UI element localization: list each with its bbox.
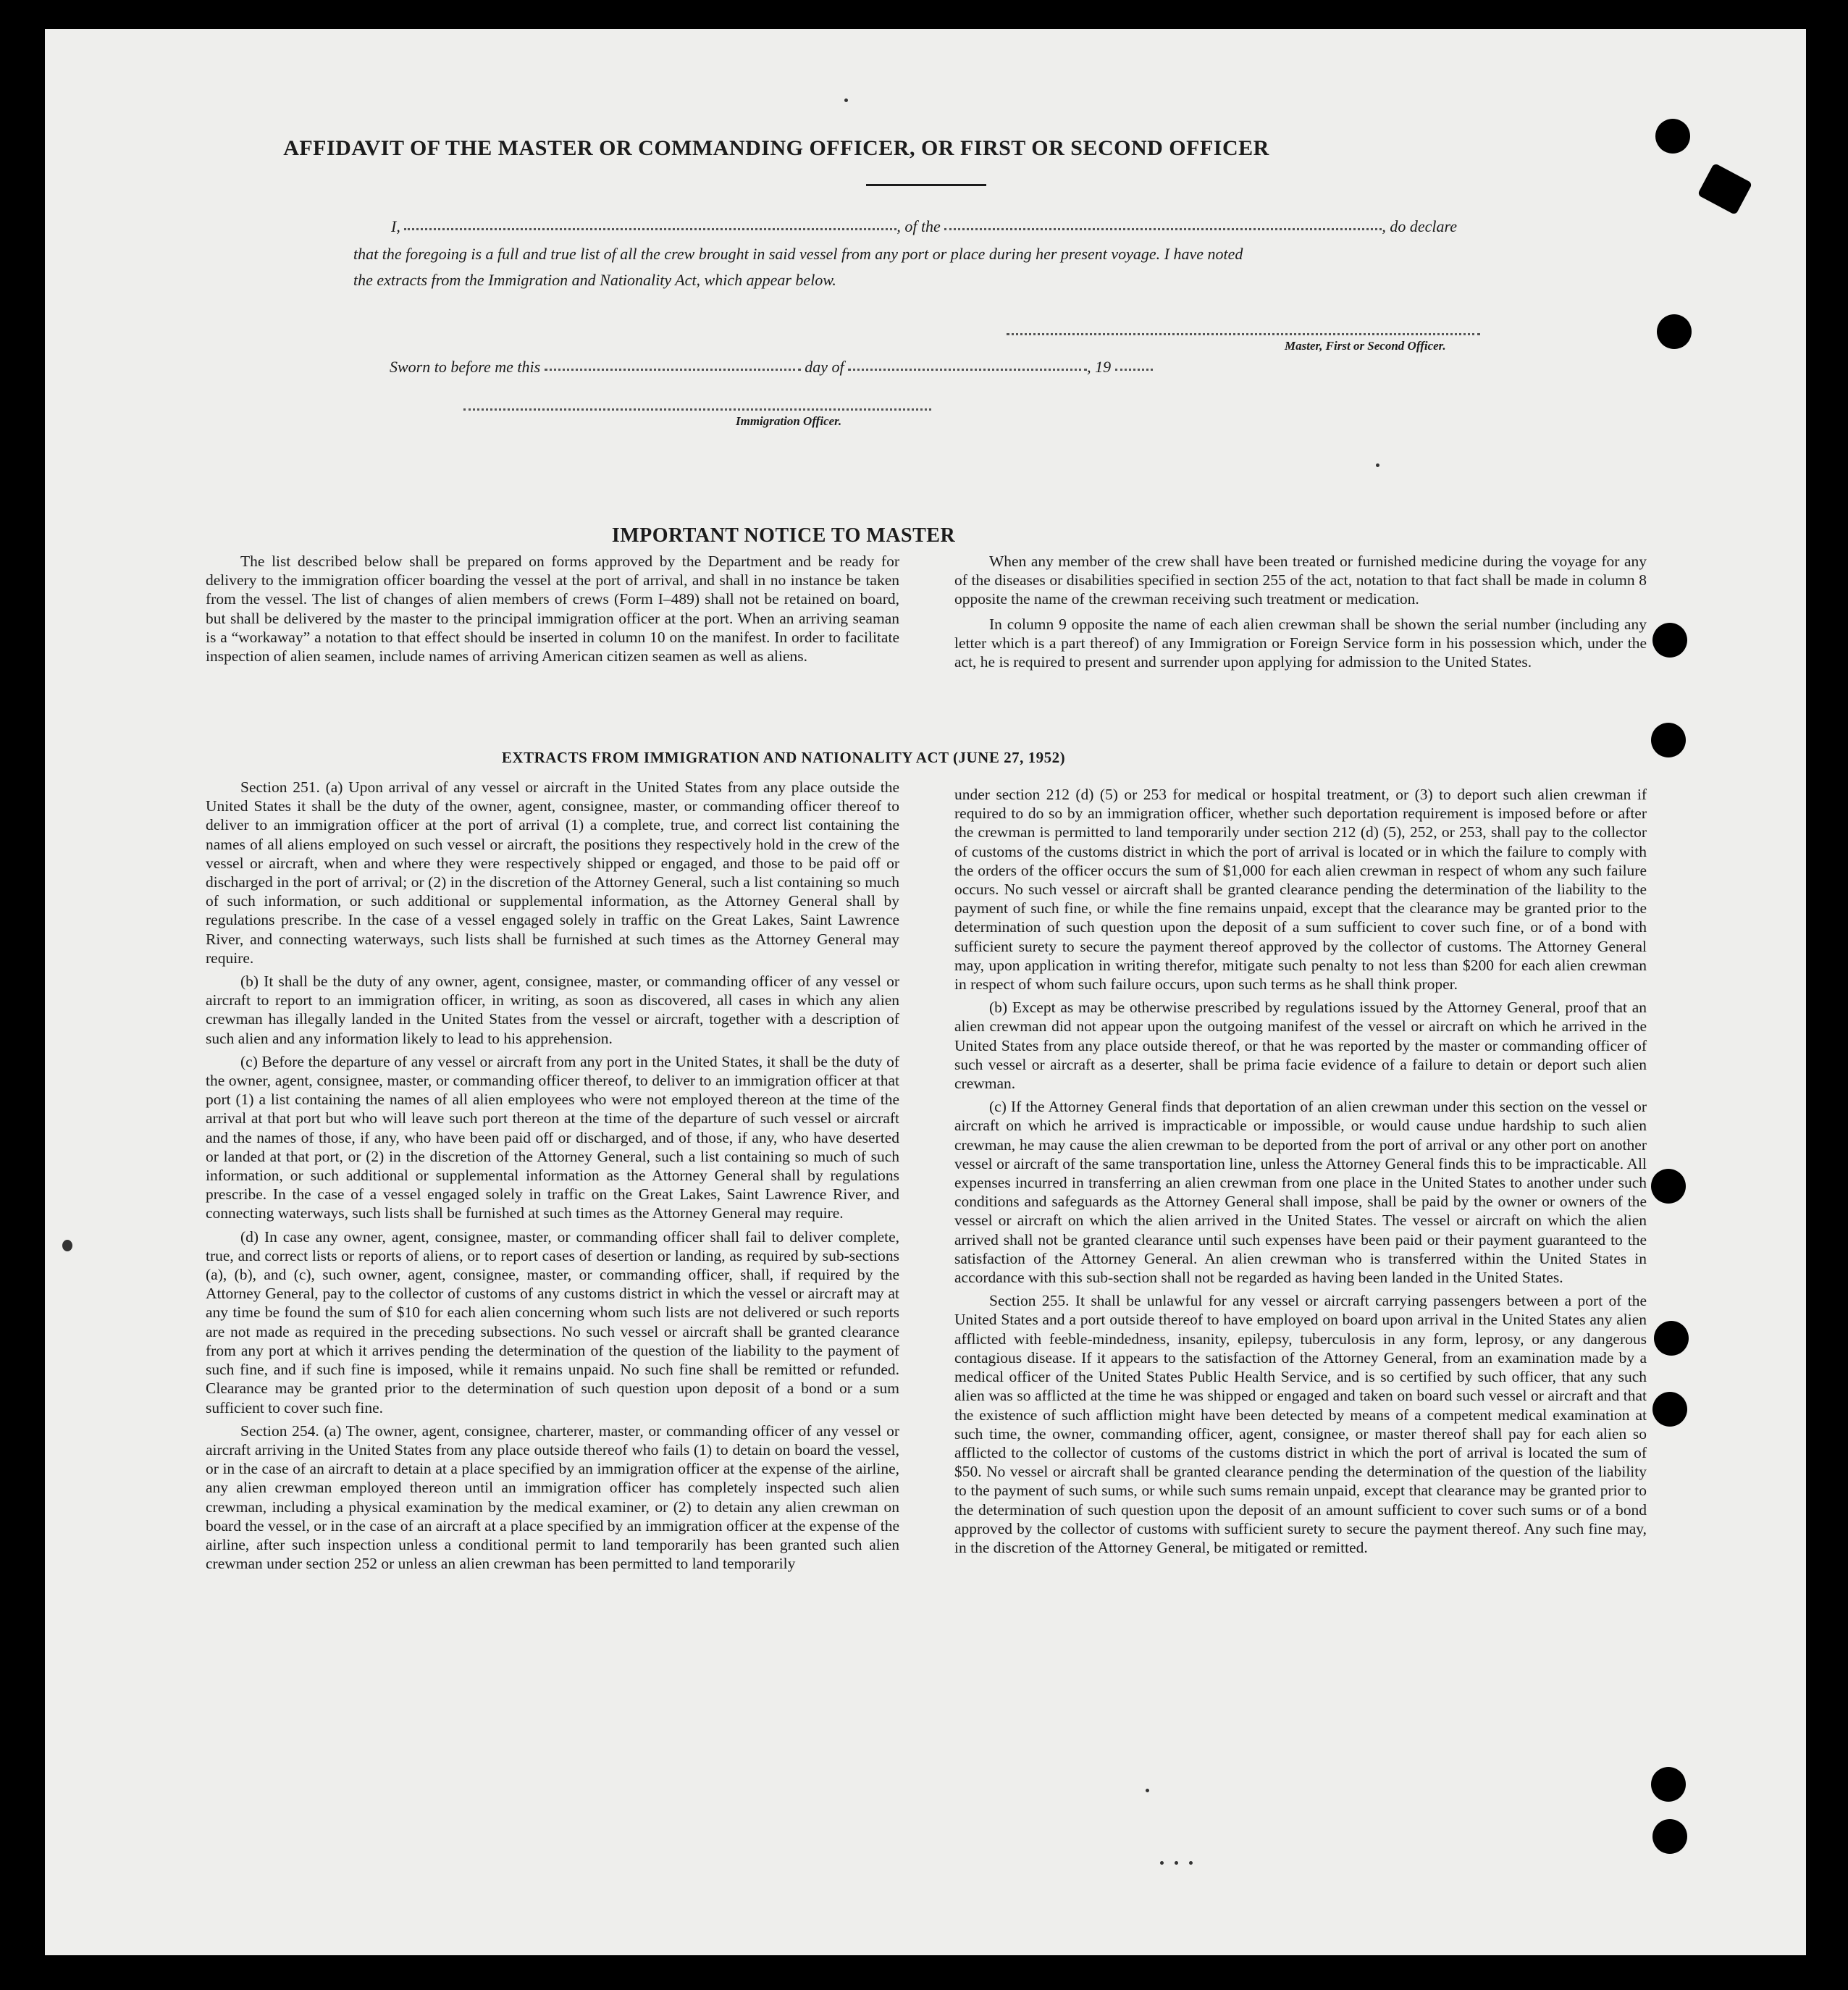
punch-hole <box>1651 1169 1686 1204</box>
affidavit-text-line-3: the extracts from the Immigration and Nationality Act, which appear below. <box>353 271 836 289</box>
title-rule <box>866 184 986 186</box>
speck <box>1175 1861 1178 1865</box>
day-of-label: day of <box>805 358 844 376</box>
extract-paragraph: (b) It shall be the duty of any owner, agent, consignee, master, or commanding officer of any vessel or aircraft to report to an immigration officer, in writing, as soon as discovered, all cases in which any alien crewman has illegally landed in the United States from the vessel or aircraft, together with a description of such alien and any information likely to lead to his apprehension. <box>206 973 899 1047</box>
officer-signature-line[interactable] <box>463 408 931 411</box>
punch-hole <box>1655 119 1690 154</box>
notice-left-column <box>206 552 899 670</box>
sworn-line <box>390 358 1153 377</box>
notice-paragraph: The list described below shall be prepared on forms approved by the Department and be ready for delivery to the immigration officer boarding the vessel at the port of arrival, and shall in no instance be taken from the vessel. The list of changes of alien members of crews (Form I–489) shall not be retained on board, but shall be delivered by the master to the principal immigration officer at the port. When an arriving seaman is a “workaway” a notation to that effect should be inserted in column 10 on the manifest. In order to facilitate inspection of alien seamen, include names of arriving American citizen seamen as well as aliens. <box>206 553 899 666</box>
affidavit-title: AFFIDAVIT OF THE MASTER OR COMMANDING OFFICER, OR FIRST OR SECOND OFFICER <box>283 136 1269 160</box>
extracts-right-column <box>954 785 1647 1561</box>
speck <box>1376 463 1379 467</box>
extract-paragraph: (d) In case any owner, agent, consignee, master, or commanding officer shall fail to deliver complete, true, and correct lists or reports of aliens, or to report cases of desertion or landing, as required by sub-sections (a), (b), and (c), such owner, agent, consignee, master, or commanding officer, shall, if required by the Attorney General, pay to the collector of customs of any customs district in which the vessel or aircraft may at any time be found the sum of $10 for each alien concerning whom such lists are not delivered or such reports are not made as required in the preceding subsections. No such vessel or aircraft shall be granted clearance from any port at which it arrives pending the determination of the question of the liability to the payment of such fine, and if such fine is imposed, while it remains unpaid. No such fine shall be remitted or refunded. Clearance may be granted prior to the determination of such question upon deposit of a bond or a sum sufficient to cover such fine. <box>206 1227 899 1416</box>
extracts-title: EXTRACTS FROM IMMIGRATION AND NATIONALITY ACT (JUNE 27, 1952) <box>501 749 1066 766</box>
affidavit-declaration-line <box>391 217 1457 236</box>
sworn-label: Sworn to before me this <box>390 358 541 376</box>
notice-paragraph: When any member of the crew shall have been treated or furnished medicine during the voyage for any of the diseases or disabilities specified in section 255 of the act, notation to that fact shall be made in column 8 opposite the name of the crewman receiving such treatment or medication. <box>954 553 1647 608</box>
speck <box>1146 1789 1149 1792</box>
extracts-left-column <box>206 778 899 1577</box>
vessel-field[interactable] <box>944 228 1382 230</box>
punch-hole <box>1652 1392 1687 1427</box>
punch-hole <box>1652 1819 1687 1854</box>
extract-paragraph: under section 212 (d) (5) or 253 for medical or hospital treatment, or (3) to deport such alien crewman if required to do so by an immigration officer, whether such deportation requirement is imposed before or after the crewman is permitted to land temporarily under section 212 (d) (5), 252, or 253, shall pay to the collector of customs of the customs district in which the port of arrival is located or in which the failure to comply with the orders of the officer occurs the sum of $1,000 for each alien crewman in respect of whom any such failure occurs. No such vessel or aircraft shall be granted clearance pending the determination of the liability to the payment of such fine, or while the fine remains unpaid, except that the clearance may be granted prior to the determination of such question upon the deposit of a sum sufficient to cover such fine, or of a bond with sufficient surety to secure the payment thereof approved by the collector of customs. The Attorney General may, upon application in writing therefor, mitigate such penalty to not less than $200 for each alien crewman in respect of whom such failure occurs, upon such terms as he shall think proper. <box>954 786 1647 994</box>
sworn-month-field[interactable] <box>848 369 1087 371</box>
extract-paragraph: Section 251. (a) Upon arrival of any vessel or aircraft in the United States from any place outside the United States it shall be the duty of the owner, agent, consignee, master, or commanding officer thereof to deliver to an immigration officer at the port of arrival (1) a complete, true, and correct list containing the names of all aliens employed on such vessel or aircraft, the positions they respectively hold in the crew of the vessel or aircraft, when and where they were respectively shipped or engaged, and those to be paid off or discharged in the port of arrival; or (2) in the discretion of the Attorney General, such a list containing so much of such information, or such additional or supplemental information, as the Attorney General shall by regulations prescribe. In the case of a vessel engaged solely in traffic on the Great Lakes, Saint Lawrence River, and connecting waterways, such lists shall be furnished at such times as the Attorney General may require. <box>206 778 899 967</box>
affidavit-text-line-2: that the foregoing is a full and true list of all the crew brought in said vessel from any port or place during her present voyage. I have noted <box>353 245 1243 263</box>
punch-hole <box>1654 1321 1689 1356</box>
do-declare-label: , do declare <box>1382 217 1457 235</box>
extract-paragraph: (c) Before the departure of any vessel or aircraft from any port in the United States, it shall be the duty of the owner, agent, consignee, master, or commanding officer thereof, to deliver to an immigration officer at that port (1) a list containing the names of all alien employees who were not employed thereon at the time of the arrival at that port but who will leave such port thereon at the time of the departure of such vessel or aircraft and the names of those, if any, who have been paid off or discharged, and of those, if any, who have deserted or landed at that port, or (2) in the discretion of the Attorney General, such a list containing so much of such information, or such additional or supplemental information as the Attorney General shall by regulations prescribe. In the case of a vessel engaged solely in traffic on the Great Lakes, Saint Lawrence River, and connecting waterways, such lists shall be furnished at such times as the Attorney General may require. <box>206 1052 899 1222</box>
i-label: I, <box>391 217 400 235</box>
sworn-day-field[interactable] <box>545 369 801 371</box>
master-caption: Master, First or Second Officer. <box>1285 339 1446 353</box>
extract-paragraph: Section 254. (a) The owner, agent, consignee, charterer, master, or commanding officer of any vessel or aircraft arriving in the United States from any place outside thereof who fails (1) to detain on board the vessel, or in the case of an aircraft to detain at a place specified by an immigration officer at the expense of the airline, any alien crewman employed thereon until an immigration officer has completely inspected such alien crewman, including a physical examination by the medical examiner, or (2) to detain any alien crewman on board the vessel, or in the case of an aircraft at a place specified by an immigration officer at the expense of the airline, after such inspection unless a conditional permit to land temporarily has been granted such alien crewman under section 252 or unless an alien crewman has been permitted to land temporarily <box>206 1422 899 1573</box>
speck <box>1160 1861 1164 1865</box>
extract-paragraph: (c) If the Attorney General finds that deportation of an alien crewman under this section on the vessel or aircraft on which he arrived is impracticable or impossible, or would cause undue hardship to such alien crewman, he may cause the alien crewman to be deported from the port of arrival or any other port on another vessel or aircraft of the same transportation line, unless the Attorney General finds this to be impracticable. All expenses incurred in transferring an alien crewman from one place in the United States to another under such conditions and safeguards as the Attorney General shall impose, shall be paid by the owner or owners of the vessel or aircraft on which the alien arrived in the United States. The vessel or aircraft on which the alien arrived shall not be granted clearance until such expenses have been paid or their payment guaranteed to the satisfaction of the Attorney General. An alien crewman who is transferred within the United States in accordance with this sub-section shall not be regarded as having been landed in the United States. <box>954 1098 1647 1287</box>
name-field[interactable] <box>404 228 896 230</box>
punch-hole <box>1651 1767 1686 1802</box>
speck <box>1189 1861 1193 1865</box>
torn-corner <box>1697 163 1752 215</box>
officer-caption: Immigration Officer. <box>736 414 842 428</box>
punch-hole <box>1657 314 1692 349</box>
master-signature-line[interactable] <box>1007 333 1480 335</box>
of-the-label: , of the <box>896 217 941 235</box>
extract-paragraph: Section 255. It shall be unlawful for any vessel or aircraft carrying passengers between a port of the United States and a port outside thereof to have employed on board upon arrival in the United States any alien afflicted with feeble-mindedness, insanity, epilepsy, tuberculosis in any form, leprosy, or any dangerous contagious disease. If it appears to the satisfaction of the Attorney General, from an examination made by a medical officer of the United States Public Health Service, and is so certified by such officer, that any such alien was so afflicted at the time he was shipped or engaged and taken on board such vessel or aircraft and that the existence of such affliction might have been detected by means of a competent medical examination at such time, the owner, commanding officer, agent, consignee, or master thereof shall pay for each alien so afflicted to the collector of customs of the customs district in which the port of arrival is located the sum of $50. No vessel or aircraft shall be granted clearance pending the determination of the question of the liability to the payment of such sums, or while such sums remain unpaid, except that clearance may be granted prior to the determination of such question upon the deposit of an amount sufficient to cover such sums or of a bond approved by the collector of customs with sufficient surety to secure the payment thereof. Any such fine may, in the discretion of the Attorney General, be mitigated or remitted. <box>954 1292 1647 1556</box>
notice-right-column <box>954 552 1647 676</box>
punch-hole <box>1652 623 1687 658</box>
speck <box>62 1240 72 1251</box>
document-page <box>45 29 1806 1955</box>
extract-paragraph: (b) Except as may be otherwise prescribed by regulations issued by the Attorney General, proof that an alien crewman did not appear upon the outgoing manifest of the vessel or aircraft on which he arrived in the United States from any place outside thereof, or that he was reported by the master or commanding officer of such vessel or aircraft as a deserter, shall be prima facie evidence of a failure to detain or deport such alien crewman. <box>954 999 1647 1093</box>
notice-title: IMPORTANT NOTICE TO MASTER <box>611 524 956 547</box>
year-label: , 19 <box>1087 358 1112 376</box>
speck <box>844 98 848 102</box>
sworn-year-field[interactable] <box>1115 369 1153 371</box>
notice-paragraph: In column 9 opposite the name of each alien crewman shall be shown the serial number (including any letter which is a part thereof) of any Immigration or Foreign Service form in his possession which, under the act, he is required to present and surrender upon applying for admission to the United States. <box>954 615 1647 671</box>
punch-hole <box>1651 723 1686 757</box>
